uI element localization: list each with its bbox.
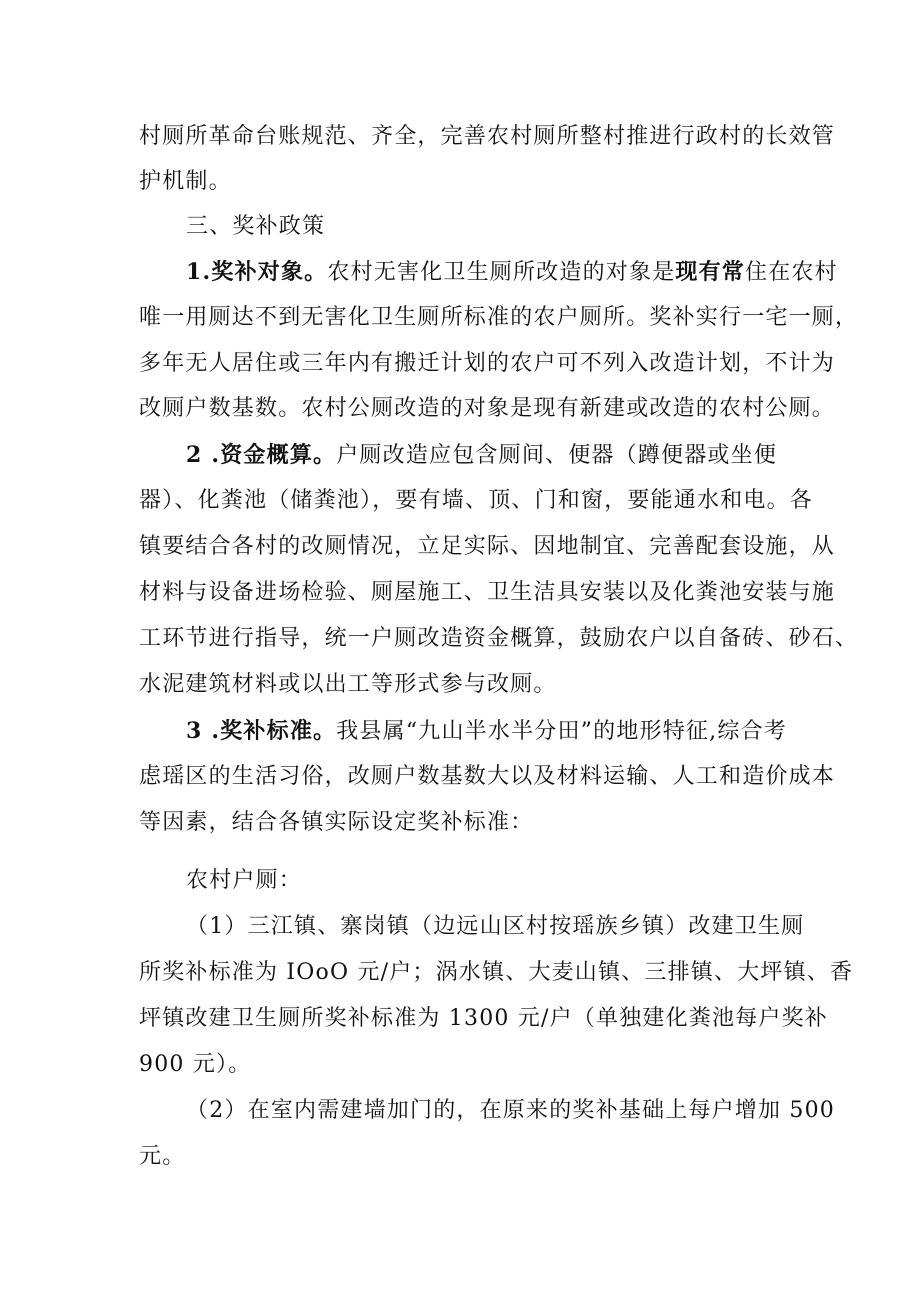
paragraph-line: 元。	[139, 1144, 186, 1169]
paragraph-line: 虑瑶区的生活习俗，改厕户数基数大以及材料运输、人工和造价成本	[139, 764, 836, 789]
paragraph-line: 所奖补标准为 IOoO 元/户；涡水镇、大麦山镇、三排镇、大坪镇、香	[139, 960, 854, 985]
paragraph-line: 工环节进行指导，统一户厕改造资金概算，鼓励农户以自备砖、砂石、	[139, 626, 859, 651]
paragraph-line	[186, 716, 787, 747]
paragraph-line: 改厕户数基数。农村公厕改造的对象是现有新建或改造的农村公厕。	[139, 396, 836, 421]
paragraph-text: 住在农村	[745, 260, 838, 285]
paragraph-line: 材料与设备进场检验、厕屋施工、卫生洁具安装以及化粪池安装与施	[139, 580, 836, 605]
paragraph-line: 等因素，结合各镇实际设定奖补标准：	[139, 810, 534, 835]
paragraph-line: （2）在室内需建墙加门的，在原来的奖补基础上每户增加 500	[186, 1098, 835, 1123]
paragraph-line: 900 元）。	[139, 1052, 252, 1077]
item-heading: 3 .奖补标准。	[186, 718, 337, 744]
paragraph-line: 坪镇改建卫生厕所奖补标准为 1300 元/户（单独建化粪池每户奖补	[139, 1006, 828, 1031]
paragraph-line: （1）三江镇、寨岗镇（边远山区村按瑶族乡镇）改建卫生厕	[186, 914, 805, 939]
paragraph-line: 水泥建筑材料或以出工等形式参与改厕。	[139, 672, 557, 697]
item-heading: 2 .资金概算。	[186, 442, 337, 468]
emphasis-text: 现有常	[675, 259, 745, 285]
paragraph-text: 农村无害化卫生厕所改造的对象是	[327, 260, 676, 285]
paragraph-line	[186, 257, 838, 288]
paragraph-line: 器）、化粪池（储粪池），要有墙、顶、门和窗，要能通水和电。各	[139, 488, 814, 513]
section-heading: 三、奖补政策	[186, 214, 326, 239]
paragraph-text: 户厕改造应包含厕间、便器（蹲便器或坐便	[336, 443, 778, 468]
paragraph-text: 我县属“九山半水半分田”的地形特征,综合考	[336, 719, 787, 744]
paragraph-line	[186, 440, 777, 471]
paragraph-line: 多年无人居住或三年内有搬迁计划的农户可不列入改造计划，不计为	[139, 351, 836, 376]
subheading: 农村户厕：	[186, 868, 303, 893]
paragraph-line: 护机制。	[139, 169, 232, 194]
paragraph-line: 镇要结合各村的改厕情况，立足实际、因地制宜、完善配套设施，从	[139, 534, 836, 559]
paragraph-line: 村厕所革命台账规范、齐全，完善农村厕所整村推进行政村的长效管	[139, 124, 836, 149]
item-heading: 1.奖补对象。	[186, 259, 328, 285]
paragraph-line: 唯一用厕达不到无害化卫生厕所标准的农户厕所。奖补实行一宅一厕，	[139, 305, 859, 330]
